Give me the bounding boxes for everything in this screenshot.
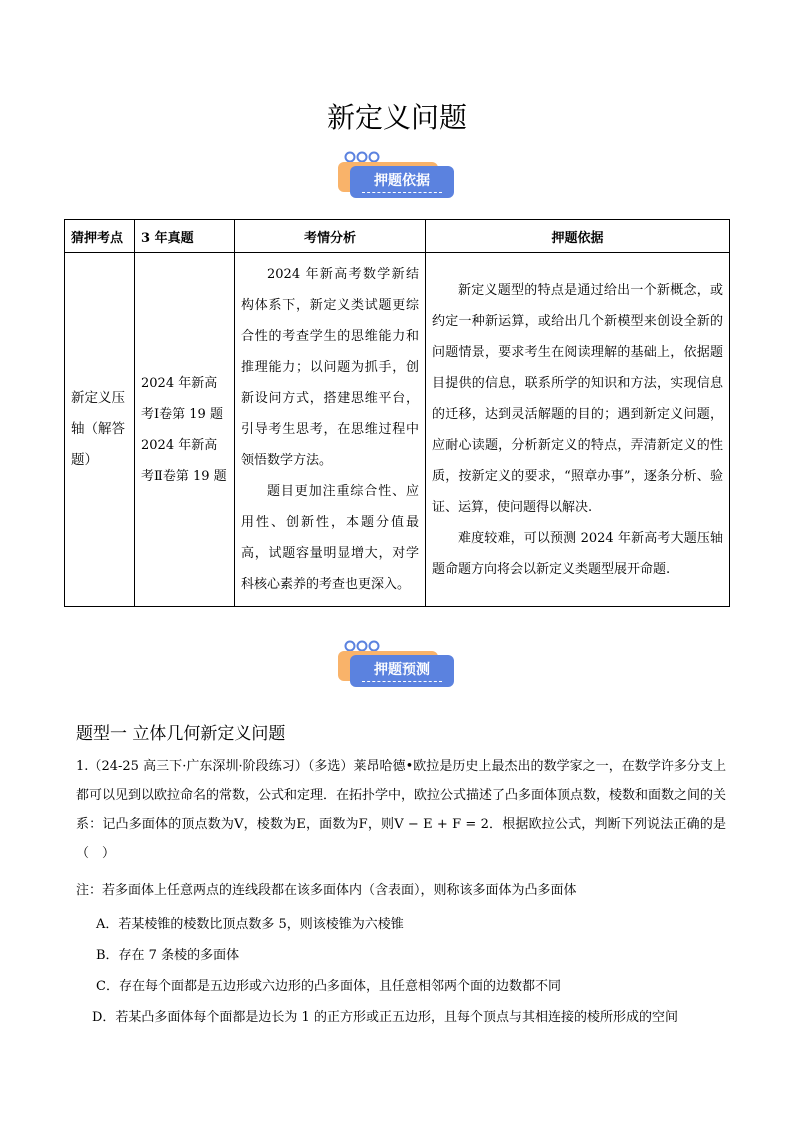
badge-dash-line xyxy=(362,192,442,193)
section-badge-prediction xyxy=(336,639,454,691)
paper-item: 2024 年新高考Ⅰ卷第 19 题 xyxy=(141,375,223,422)
option-a: A．若某棱锥的棱数比顶点数多 5，则该棱锥为六棱锥 xyxy=(96,917,404,932)
option-c: C．存在每个面都是五边形或六边形的凸多面体，且任意相邻两个面的边数都不同 xyxy=(96,979,561,994)
basis-cell xyxy=(426,253,730,607)
option-b: B．存在 7 条棱的多面体 xyxy=(96,948,240,963)
analysis-paragraph: 2024 年新高考数学新结构体系下，新定义类试题更综合性的考查学生的思维能力和推理能力；以问题为抓手，创新设问方式，搭建思维平台，引导考生思考，在思维过程中领悟数学方法。 xyxy=(241,267,419,468)
analysis-table xyxy=(64,219,730,607)
paper-item: 2024 年新高考Ⅱ卷第 19 题 xyxy=(141,437,227,484)
table-header-cell: 考情分析 xyxy=(235,220,426,253)
question-text: 1.（24-25 高三下·广东深圳·阶段练习）（多选）莱昂哈德•欧拉是历史上最杰出的数学家之一，在数学许多分支上都可以见到以欧拉命名的常数，公式和定理．在拓扑学中，欧拉公式描述了凸多面体顶点数，棱数和面数之间的关系：记凸多面体的顶点数为V，棱数为E，面数为F，则V − E + F = 2．根据欧拉公式，判断下列说法正确的是（ ） xyxy=(76,759,727,861)
basis-paragraph: 新定义题型的特点是通过给出一个新概念，或约定一种新运算，或给出几个新模型来创设全新的问题情景，要求考生在阅读理解的基础上，依据题目提供的信息，联系所学的知识和方法，实现信息的迁移，达到灵活解题的目的；遇到新定义问题，应耐心读题，分析新定义的特点，弄清新定义的性质，按新定义的要求，“照章办事”，逐条分析、验证、运算，使问题得以解决. xyxy=(432,282,723,515)
papers-cell xyxy=(135,253,235,607)
section-badge-basis xyxy=(336,150,454,202)
analysis-cell xyxy=(235,253,426,607)
page-title: 新定义问题 xyxy=(326,101,467,134)
section-heading: 题型一 立体几何新定义问题 xyxy=(76,724,286,744)
table-row xyxy=(65,253,730,607)
topic-cell: 新定义压轴（解答题） xyxy=(65,253,135,607)
badge-label: 押题预测 xyxy=(350,655,454,687)
question-note: 注：若多面体上任意两点的连线段都在该多面体内（含表面），则称该多面体为凸多面体 xyxy=(76,883,577,898)
table-header-cell: 猜押考点 xyxy=(65,220,135,253)
table-header-row xyxy=(65,220,730,253)
badge-dash-line xyxy=(362,681,442,682)
basis-paragraph: 难度较难，可以预测 2024 年新高考大题压轴题命题方向将会以新定义类题型展开命题. xyxy=(432,530,723,577)
table-header-cell: 3 年真题 xyxy=(135,220,235,253)
option-d: D．若某凸多面体每个面都是边长为 1 的正方形或正五边形，且每个顶点与其相连接的棱所形成的空间 xyxy=(92,1010,678,1025)
analysis-paragraph: 题目更加注重综合性、应用性、创新性，本题分值最高，试题容量明显增大，对学科核心素养的考查也更深入。 xyxy=(241,484,419,592)
table-header-cell: 押题依据 xyxy=(426,220,730,253)
badge-label: 押题依据 xyxy=(350,166,454,198)
